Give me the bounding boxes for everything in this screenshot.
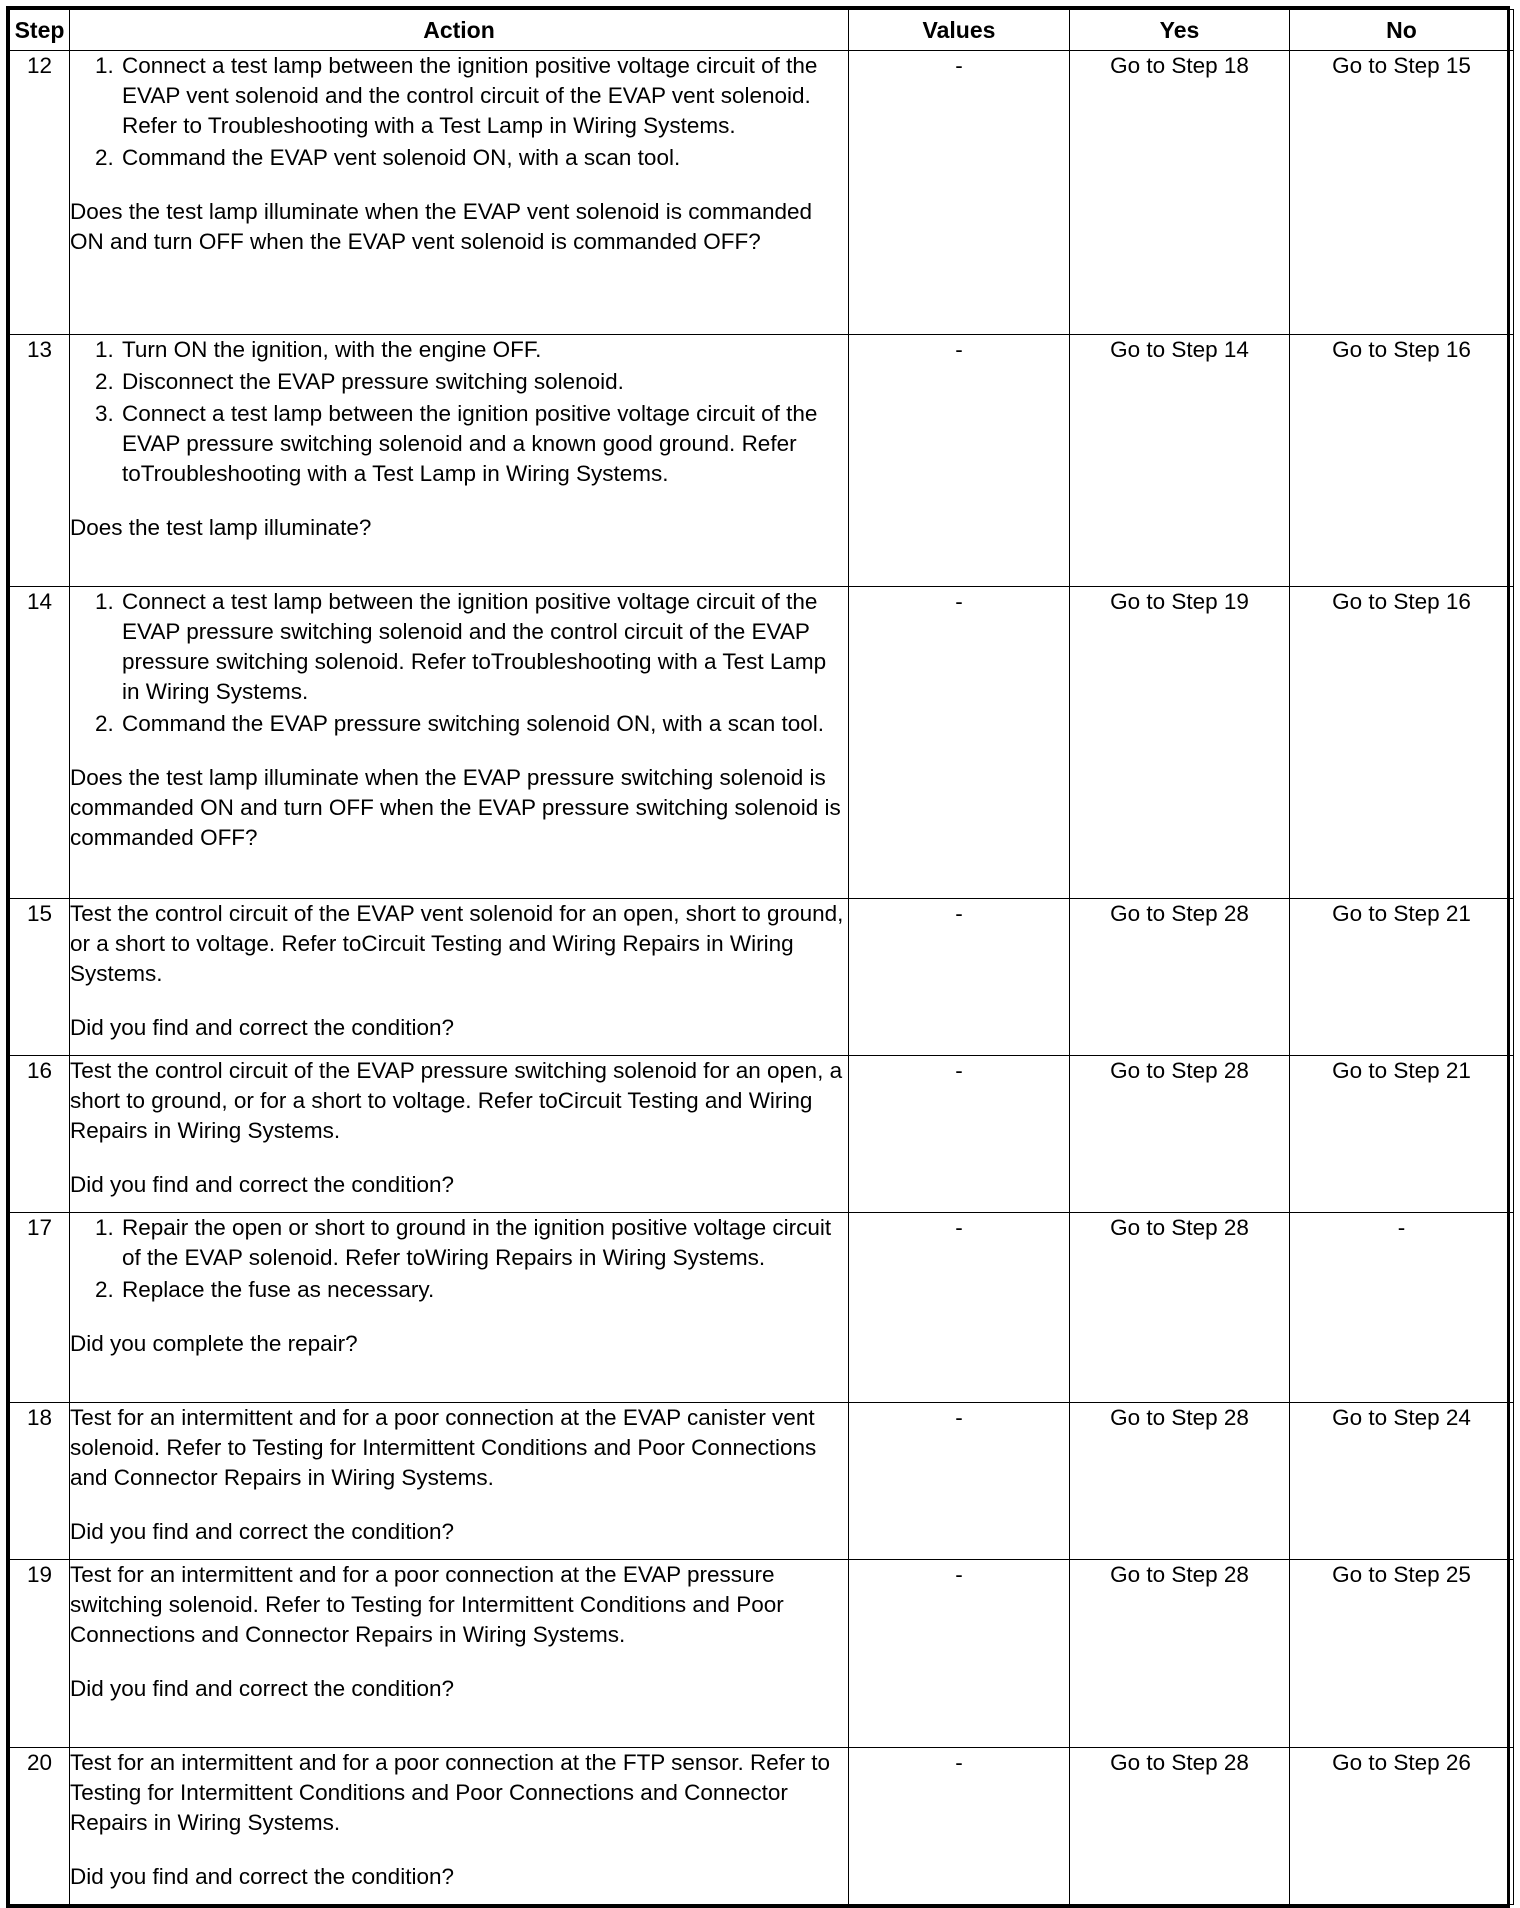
no-action: - (1290, 1213, 1514, 1403)
action-question: Does the test lamp illuminate? (70, 515, 372, 540)
substep-item: 1. Turn ON the ignition, with the engine OFF. (120, 335, 848, 365)
substep-item: 1. Connect a test lamp between the ignition positive voltage circuit of the EVAP pressure switching solenoid and the control circuit of the EVAP pressure switching solenoid. Refer toTroubleshooting with a Test Lamp in Wiring Systems. (120, 587, 848, 707)
step-number: 18 (10, 1403, 70, 1560)
action-cell (70, 899, 849, 1056)
table-row (10, 1748, 1514, 1905)
values-cell: - (849, 1403, 1070, 1560)
substep-list (70, 335, 848, 489)
action-text: Test for an intermittent and for a poor connection at the FTP sensor. Refer to Testing for Intermittent Conditions and Poor Connections and Connector Repairs in Wiring Systems. (70, 1750, 830, 1835)
yes-action: Go to Step 28 (1070, 1403, 1290, 1560)
step-number: 17 (10, 1213, 70, 1403)
yes-action: Go to Step 19 (1070, 587, 1290, 899)
header-values: Values (849, 10, 1070, 51)
step-number: 14 (10, 587, 70, 899)
action-question: Did you find and correct the condition? (70, 1864, 454, 1889)
step-number: 19 (10, 1560, 70, 1748)
action-cell (70, 1560, 849, 1748)
yes-action: Go to Step 28 (1070, 1748, 1290, 1905)
step-number: 15 (10, 899, 70, 1056)
step-number: 12 (10, 51, 70, 335)
values-cell: - (849, 587, 1070, 899)
no-action: Go to Step 26 (1290, 1748, 1514, 1905)
step-number: 20 (10, 1748, 70, 1905)
action-cell (70, 1213, 849, 1403)
action-question: Did you find and correct the condition? (70, 1519, 454, 1544)
action-question: Did you find and correct the condition? (70, 1676, 454, 1701)
yes-action: Go to Step 28 (1070, 1560, 1290, 1748)
no-action: Go to Step 25 (1290, 1560, 1514, 1748)
header-row (10, 10, 1514, 51)
substep-item: 2. Command the EVAP pressure switching solenoid ON, with a scan tool. (120, 709, 848, 739)
action-cell (70, 335, 849, 587)
substep-item: 2. Replace the fuse as necessary. (120, 1275, 848, 1305)
table-body (10, 51, 1514, 1905)
table-row (10, 51, 1514, 335)
no-action: Go to Step 16 (1290, 587, 1514, 899)
table-row (10, 899, 1514, 1056)
table-row (10, 1560, 1514, 1748)
table-row (10, 1056, 1514, 1213)
action-question: Did you find and correct the condition? (70, 1015, 454, 1040)
action-question: Does the test lamp illuminate when the EVAP vent solenoid is commanded ON and turn OFF when the EVAP vent solenoid is commanded OFF? (70, 199, 813, 254)
yes-action: Go to Step 28 (1070, 1213, 1290, 1403)
substep-item: 2. Command the EVAP vent solenoid ON, with a scan tool. (120, 143, 848, 173)
action-text: Test the control circuit of the EVAP vent solenoid for an open, short to ground, or a short to voltage. Refer toCircuit Testing and Wiring Repairs in Wiring Systems. (70, 901, 844, 986)
table-row (10, 587, 1514, 899)
table-row (10, 1403, 1514, 1560)
step-number: 13 (10, 335, 70, 587)
values-cell: - (849, 1748, 1070, 1905)
action-cell (70, 587, 849, 899)
values-cell: - (849, 1560, 1070, 1748)
substep-item: 2. Disconnect the EVAP pressure switching solenoid. (120, 367, 848, 397)
substep-item: 1. Connect a test lamp between the ignition positive voltage circuit of the EVAP vent solenoid and the control circuit of the EVAP vent solenoid. Refer to Troubleshooting with a Test Lamp in Wiring Systems. (120, 51, 848, 141)
substep-list (70, 587, 848, 739)
no-action: Go to Step 15 (1290, 51, 1514, 335)
header-step: Step (10, 10, 70, 51)
values-cell: - (849, 1056, 1070, 1213)
no-action: Go to Step 21 (1290, 1056, 1514, 1213)
action-cell (70, 1056, 849, 1213)
header-action: Action (70, 10, 849, 51)
diagnostic-table-frame (6, 6, 1510, 1908)
action-text: Test the control circuit of the EVAP pressure switching solenoid for an open, a short to ground, or for a short to voltage. Refer toCircuit Testing and Wiring Repairs in Wiring Systems. (70, 1058, 843, 1143)
step-number: 16 (10, 1056, 70, 1213)
header-no: No (1290, 10, 1514, 51)
yes-action: Go to Step 28 (1070, 899, 1290, 1056)
values-cell: - (849, 51, 1070, 335)
action-cell (70, 51, 849, 335)
action-question: Did you find and correct the condition? (70, 1172, 454, 1197)
yes-action: Go to Step 14 (1070, 335, 1290, 587)
action-text: Test for an intermittent and for a poor connection at the EVAP pressure switching solenoid. Refer to Testing for Intermittent Conditions and Poor Connections and Connector Repairs in Wiring Systems. (70, 1562, 784, 1647)
yes-action: Go to Step 28 (1070, 1056, 1290, 1213)
values-cell: - (849, 335, 1070, 587)
action-cell (70, 1748, 849, 1905)
substep-list (70, 51, 848, 173)
substep-list (70, 1213, 848, 1305)
substep-item: 3. Connect a test lamp between the ignition positive voltage circuit of the EVAP pressure switching solenoid and a known good ground. Refer toTroubleshooting with a Test Lamp in Wiring Systems. (120, 399, 848, 489)
action-question: Does the test lamp illuminate when the EVAP pressure switching solenoid is commanded ON and turn OFF when the EVAP pressure switching solenoid is commanded OFF? (70, 765, 841, 850)
action-cell (70, 1403, 849, 1560)
yes-action: Go to Step 18 (1070, 51, 1290, 335)
substep-item: 1. Repair the open or short to ground in the ignition positive voltage circuit of the EVAP solenoid. Refer toWiring Repairs in Wiring Systems. (120, 1213, 848, 1273)
action-text: Test for an intermittent and for a poor connection at the EVAP canister vent solenoid. Refer to Testing for Intermittent Conditions and Poor Connections and Connector Repairs in Wiring Systems. (70, 1405, 817, 1490)
table-row (10, 1213, 1514, 1403)
values-cell: - (849, 1213, 1070, 1403)
no-action: Go to Step 16 (1290, 335, 1514, 587)
no-action: Go to Step 21 (1290, 899, 1514, 1056)
values-cell: - (849, 899, 1070, 1056)
header-yes: Yes (1070, 10, 1290, 51)
action-question: Did you complete the repair? (70, 1331, 358, 1356)
table-row (10, 335, 1514, 587)
no-action: Go to Step 24 (1290, 1403, 1514, 1560)
diagnostic-table (9, 9, 1514, 1905)
